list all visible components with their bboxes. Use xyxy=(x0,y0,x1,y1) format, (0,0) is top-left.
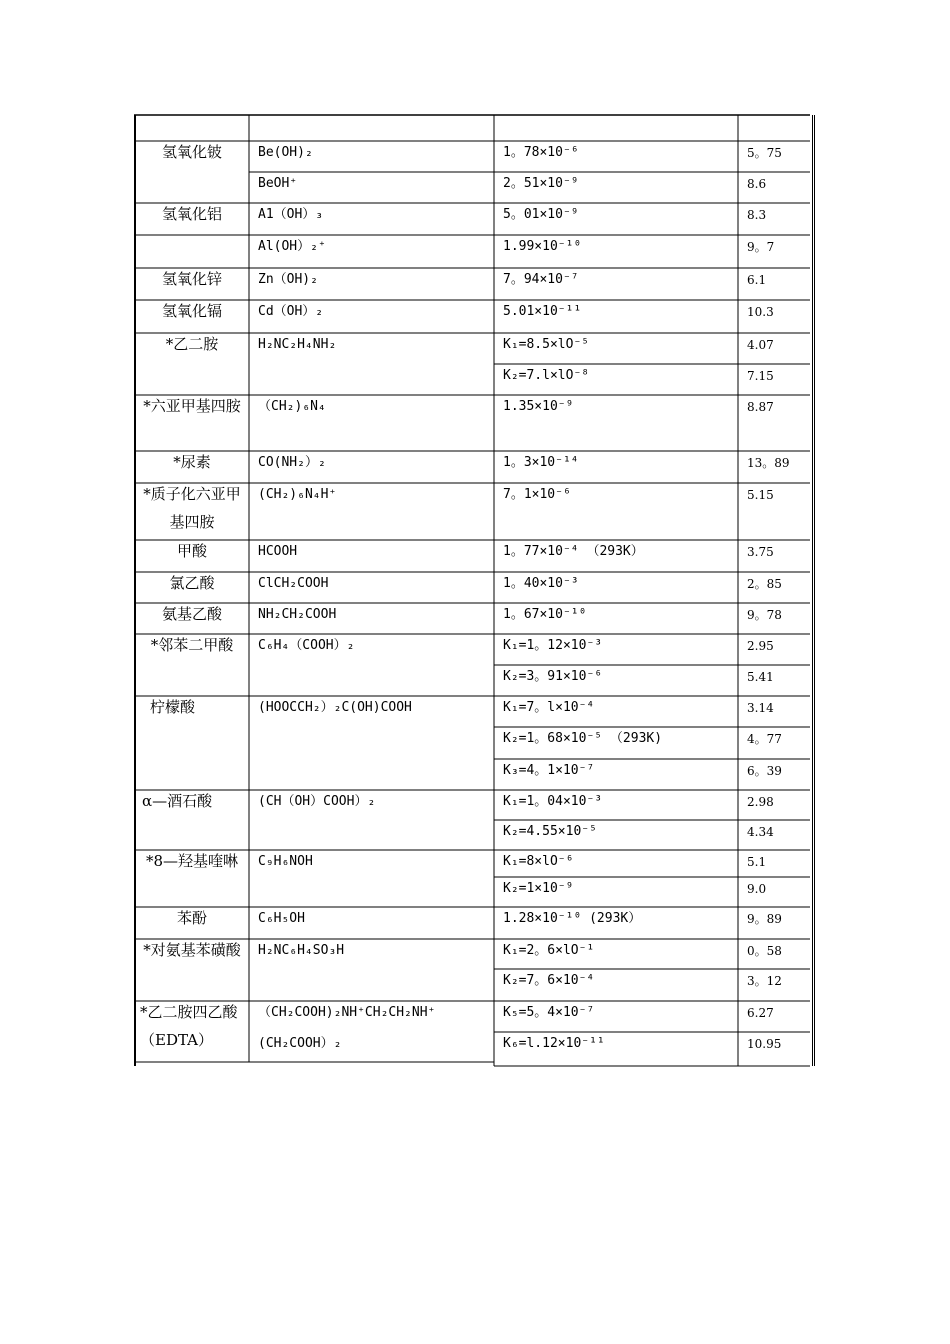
dissociation-constant: K₃=4。1×10⁻⁷ xyxy=(503,763,595,778)
dissociation-constant: K₂=4.55×10⁻⁵ xyxy=(503,824,597,839)
pk-value: 3。12 xyxy=(747,974,782,988)
chemical-formula: C₉H₆NOH xyxy=(258,854,313,869)
dissociation-constant: 2。51×10⁻⁹ xyxy=(503,176,579,191)
compound-name: 氢氧化铝 xyxy=(161,205,222,223)
dissociation-constant: 1。67×10⁻¹⁰ xyxy=(503,607,587,622)
compound-name: 氯乙酸 xyxy=(169,574,215,592)
pk-value: 5。75 xyxy=(747,146,782,160)
dissociation-constant: K₅=5。4×10⁻⁷ xyxy=(503,1005,595,1020)
compound-name: 氢氧化镉 xyxy=(161,302,222,320)
pk-value: 4。77 xyxy=(747,732,782,746)
pk-value: 2.98 xyxy=(747,795,774,809)
chemical-formula: ClCH₂COOH xyxy=(258,576,329,591)
pk-value: 6。39 xyxy=(747,764,782,778)
pk-value: 13。89 xyxy=(747,456,790,470)
pk-value: 8.6 xyxy=(747,177,767,191)
chemical-formula: (HOOCCH₂）₂C(OH)COOH xyxy=(258,700,412,715)
dissociation-constant: K₂=1。68×10⁻⁵ （293K) xyxy=(503,731,663,746)
dissociation-constant: K₁=2。6×lO⁻¹ xyxy=(503,943,595,958)
dissociation-constant: 1.28×10⁻¹⁰ (293K） xyxy=(503,911,642,926)
chemical-formula: Al(OH）₂⁺ xyxy=(258,239,326,254)
compound-name: 氢氧化锌 xyxy=(161,270,222,288)
dissociation-constant: 1。78×10⁻⁶ xyxy=(503,145,579,160)
pk-value: 8.3 xyxy=(747,208,767,222)
compound-name: *邻苯二甲酸 xyxy=(150,636,234,654)
pk-value: 9。78 xyxy=(747,608,782,622)
dissociation-constant: 5.01×10⁻¹¹ xyxy=(503,304,582,319)
dissociation-constant: K₂=7.l×lO⁻⁸ xyxy=(503,368,590,383)
compound-name: *质子化六亚甲基四胺 xyxy=(143,485,241,531)
chemical-formula: Zn（OH)₂ xyxy=(258,272,318,287)
pk-value: 0。58 xyxy=(747,944,782,958)
chemical-formula: Be(OH)₂ xyxy=(258,145,313,160)
chemical-formula: A1（OH）₃ xyxy=(258,207,324,222)
pk-value: 2.95 xyxy=(747,639,774,653)
pk-value: 10.3 xyxy=(747,305,774,319)
dissociation-constant: K₂=7。6×10⁻⁴ xyxy=(503,973,595,988)
compound-name: 柠檬酸 xyxy=(150,698,196,716)
pk-value: 9.0 xyxy=(747,882,767,896)
chemical-formula: NH₂CH₂COOH xyxy=(258,607,337,622)
chemical-formula: C₆H₄（COOH）₂ xyxy=(258,638,355,653)
compound-name: *乙二胺 xyxy=(165,335,219,353)
chemical-formula: (CH₂COOH）₂ xyxy=(258,1036,342,1051)
compound-name: 甲酸 xyxy=(176,542,207,560)
compound-name: 氨基乙酸 xyxy=(161,605,222,623)
dissociation-constant: 7。94×10⁻⁷ xyxy=(503,272,579,287)
compound-name: 苯酚 xyxy=(176,909,207,927)
dissociation-constant: K₆=l.12×10⁻¹¹ xyxy=(503,1036,605,1051)
pk-value: 10.95 xyxy=(747,1037,782,1051)
pk-value: 4.34 xyxy=(747,825,774,839)
dissociation-constant: 1。40×10⁻³ xyxy=(503,576,579,591)
pk-value: 5.41 xyxy=(747,670,774,684)
dissociation-constant: 5。01×10⁻⁹ xyxy=(503,207,579,222)
dissociation-constant: K₁=7。l×10⁻⁴ xyxy=(503,700,595,715)
compound-name: α—酒石酸 xyxy=(142,792,213,810)
dissociation-constant: 1。77×10⁻⁴ （293K） xyxy=(503,544,644,559)
compound-name: *尿素 xyxy=(173,453,211,471)
chemical-formula: C₆H₅OH xyxy=(258,911,305,926)
compound-name: *六亚甲基四胺 xyxy=(143,397,241,415)
chemical-formula: (CH₂)₆N₄H⁺ xyxy=(258,487,337,502)
pk-value: 6.1 xyxy=(747,273,767,287)
chemical-formula: （CH₂COOH)₂NH⁺CH₂CH₂NH⁺ xyxy=(258,1005,436,1020)
dissociation-constant: K₁=8×lO⁻⁶ xyxy=(503,854,574,869)
dissociation-constant: K₂=1×10⁻⁹ xyxy=(503,881,574,896)
pk-value: 2。85 xyxy=(747,577,782,591)
pk-value: 4.07 xyxy=(747,338,774,352)
pk-value: 8.87 xyxy=(747,400,774,414)
compound-name: *对氨基苯磺酸 xyxy=(143,941,241,959)
pk-value: 9。89 xyxy=(747,912,782,926)
chemical-formula: HCOOH xyxy=(258,544,298,559)
dissociation-constant: K₁=8.5×lO⁻⁵ xyxy=(503,337,590,352)
pk-value: 6.27 xyxy=(747,1006,774,1020)
chemical-formula: (CH（OH）COOH）₂ xyxy=(258,794,376,809)
dissociation-constant: K₁=1。04×10⁻³ xyxy=(503,794,603,809)
dissociation-constant: 1.99×10⁻¹⁰ xyxy=(503,239,582,254)
pk-value: 9。7 xyxy=(747,240,775,254)
pk-value: 5.1 xyxy=(747,855,767,869)
dissociation-constant: 7。1×10⁻⁶ xyxy=(503,487,571,502)
dissociation-constant: 1。3×10⁻¹⁴ xyxy=(503,455,579,470)
dissociation-constant: K₂=3。91×10⁻⁶ xyxy=(503,669,603,684)
pk-value: 5.15 xyxy=(747,488,774,502)
dissociation-constant: K₁=1。12×10⁻³ xyxy=(503,638,603,653)
chemical-formula: Cd（OH）₂ xyxy=(258,304,324,319)
compound-name: *8—羟基喹啉 xyxy=(145,852,239,870)
chemical-formula: H₂NC₆H₄SO₃H xyxy=(258,943,345,958)
dissociation-constant: 1.35×10⁻⁹ xyxy=(503,399,574,414)
chemical-formula: BeOH⁺ xyxy=(258,176,298,191)
pk-value: 7.15 xyxy=(747,369,774,383)
chemical-formula: （CH₂)₆N₄ xyxy=(258,399,326,414)
chemical-formula: H₂NC₂H₄NH₂ xyxy=(258,337,337,352)
compound-name: *乙二胺四乙酸（EDTA） xyxy=(140,1003,238,1049)
pk-value: 3.14 xyxy=(747,701,774,715)
pk-value: 3.75 xyxy=(747,545,774,559)
compound-name: 氢氧化铍 xyxy=(161,143,222,161)
chemical-formula: CO(NH₂）₂ xyxy=(258,455,326,470)
